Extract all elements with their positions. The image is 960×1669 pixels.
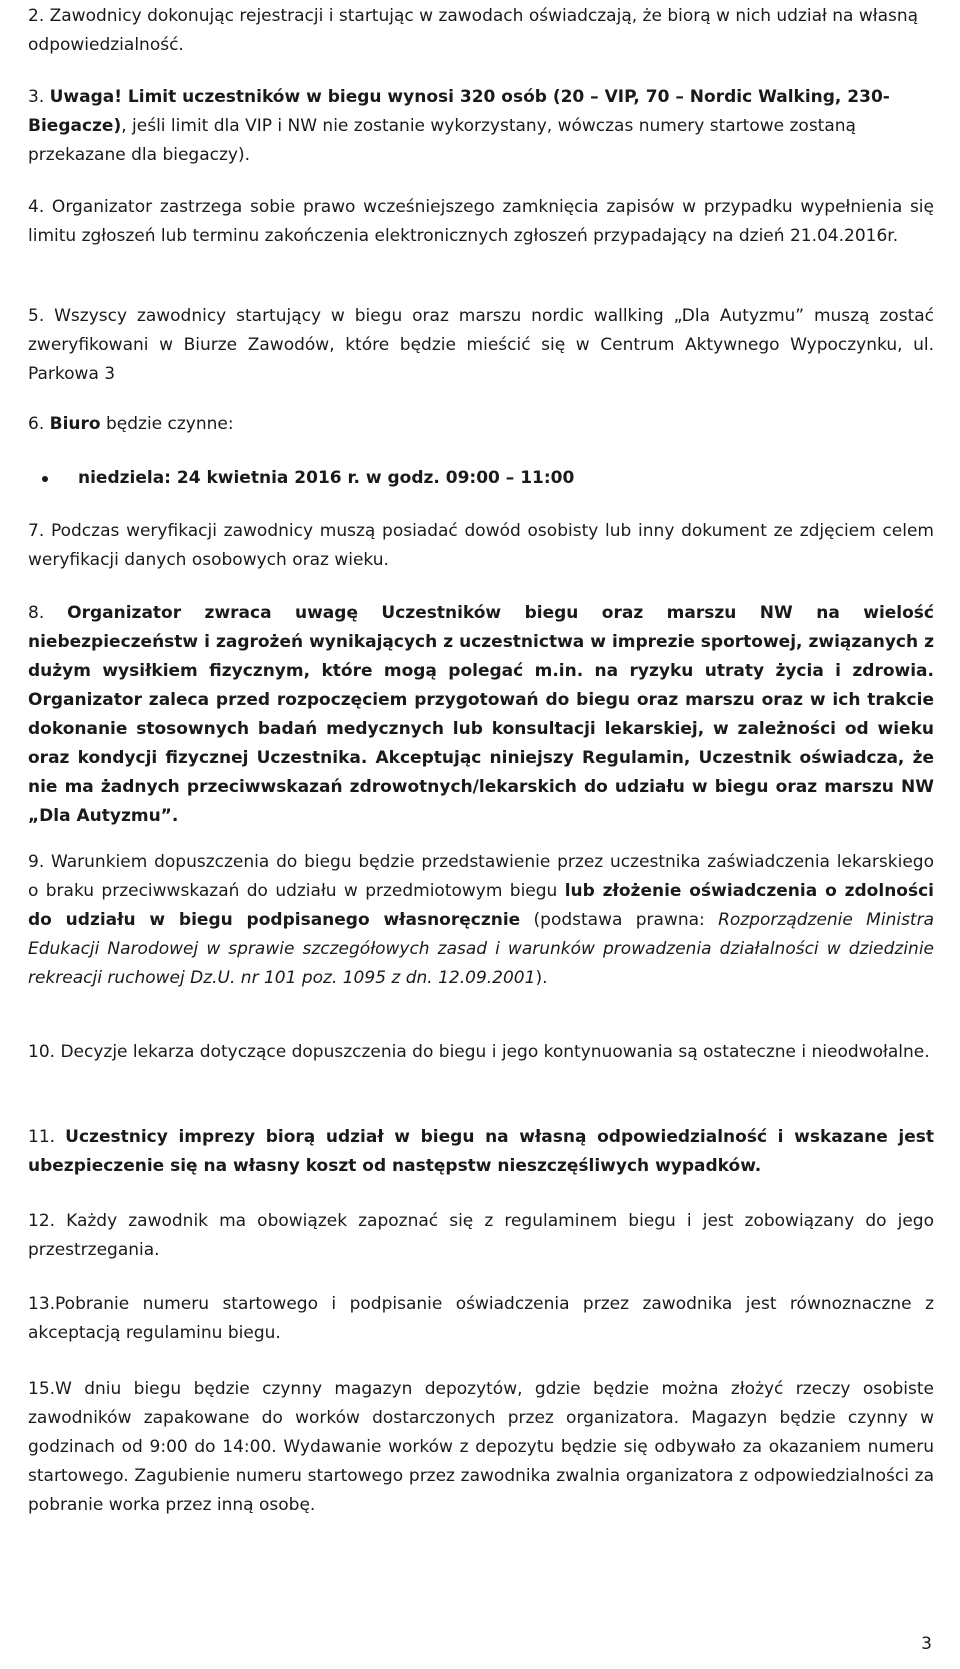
- rule-6-rest: będzie czynne:: [100, 414, 234, 434]
- rule-3-bold: Uwaga! Limit uczestników w biegu wynosi 320 osób (20 – VIP, 70 – Nordic Walking, 230- Biegacze): [28, 87, 890, 136]
- rule-11-number: 11.: [28, 1127, 66, 1147]
- rule-10: 10. Decyzje lekarza dotyczące dopuszczenia do biegu i jego kontynuowania są ostateczne i nieodwołalne.: [28, 1042, 930, 1062]
- rule-9-legal-basis: Rozporządzenie Ministra Edukacji Narodowej w sprawie szczegółowych zasad i warunków prowadzenia działalności w dziedzinie rekreacji ruchowej Dz.U. nr 101 poz. 1095 z dn. 12.09.2001: [28, 910, 935, 988]
- rule-8-bold: Organizator zwraca uwagę Uczestników biegu oraz marszu NW na wielość niebezpieczeństw i zagrożeń wynikających z uczestnictwa w imprezie sportowej, związanych z dużym wysiłkiem fizycznym, które mogą polegać m.in. na ryzyku utraty życia i zdrowia. Organizator zaleca przed rozpoczęciem przygotowań do biegu oraz marszu oraz w ich trakcie dokonanie stosownych badań medycznych lub konsultacji lekarskiej, w zależności od wieku oraz kondycji fizycznej Uczestnika. Akceptując niniejszy Regulamin, Uczestnik oświadcza, że nie ma żadnych przeciwwskazań zdrowotnych/lekarskich do udziału w biegu oraz marszu NW „Dla Autyzmu”.: [28, 603, 935, 826]
- rule-4: 4. Organizator zastrzega sobie prawo wcześniejszego zamknięcia zapisów w przypadku wypełnienia się limitu zgłoszeń lub terminu zakończenia elektronicznych zgłoszeń przypadający na dzień 21.04.2016r.: [28, 197, 934, 246]
- office-hours-text: niedziela: 24 kwietnia 2016 r. w godz. 09:00 – 11:00: [78, 468, 575, 488]
- rule-6: [28, 410, 934, 439]
- bullet-icon: [42, 476, 48, 482]
- rule-5: 5. Wszyscy zawodnicy startujący w biegu oraz marszu nordic wallking „Dla Autyzmu” muszą zostać zweryfikowani w Biurze Zawodów, które będzie mieścić się w Centrum Aktywnego Wypoczynku, ul. Parkowa 3: [28, 306, 934, 384]
- rule-9-bold: lub złożenie oświadczenia o zdolności do udziału w biegu podpisanego własnoręcznie: [28, 881, 934, 930]
- rule-3-number: 3.: [28, 87, 50, 107]
- rule-15: 15.W dniu biegu będzie czynny magazyn depozytów, gdzie będzie można złożyć rzeczy osobiste zawodników zapakowane do worków dostarczonych przez organizatora. Magazyn będzie czynny w godzinach od 9:00 do 14:00. Wydawanie worków z depozytu będzie się odbywało za okazaniem numeru startowego. Zagubienie numeru startowego przez zawodnika zwalnia organizatora z odpowiedzialności za pobranie worka przez inną osobę.: [28, 1379, 934, 1515]
- rule-11: [28, 1123, 934, 1181]
- rule-3: [28, 83, 934, 170]
- rule-2: 2. Zawodnicy dokonując rejestracji i startując w zawodach oświadczają, że biorą w nich udział na własną odpowiedzialność.: [28, 6, 919, 55]
- rule-9: [28, 848, 934, 993]
- office-hours-item: [28, 464, 934, 493]
- rule-9-end: ).: [535, 968, 548, 988]
- rule-6-bold: Biuro: [49, 414, 101, 434]
- rule-9-text: 9. Warunkiem dopuszczenia do biegu będzie przedstawienie przez uczestnika zaświadczenia lekarskiego o braku przeciwwskazań do udziału w przedmiotowym biegu: [28, 852, 934, 901]
- rule-13: 13.Pobranie numeru startowego i podpisanie oświadczenia przez zawodnika jest równoznaczne z akceptacją regulaminu biegu.: [28, 1294, 934, 1343]
- rule-7: 7. Podczas weryfikacji zawodnicy muszą posiadać dowód osobisty lub inny dokument ze zdjęciem celem weryfikacji danych osobowych oraz wieku.: [28, 521, 934, 570]
- rule-3-rest: , jeśli limit dla VIP i NW nie zostanie wykorzystany, wówczas numery startowe zostaną przekazane dla biegaczy).: [28, 116, 856, 165]
- rule-11-bold: Uczestnicy imprezy biorą udział w biegu na własną odpowiedzialność i wskazane jest ubezpieczenie się na własny koszt od następstw nieszczęśliwych wypadków.: [28, 1127, 934, 1176]
- rule-9-mid: (podstawa prawna:: [520, 910, 719, 930]
- rule-8: [28, 599, 934, 831]
- rule-6-number: 6.: [28, 414, 50, 434]
- page-number: 3: [921, 1634, 932, 1654]
- rule-12: 12. Każdy zawodnik ma obowiązek zapoznać się z regulaminem biegu i jest zobowiązany do jego przestrzegania.: [28, 1211, 934, 1260]
- rule-8-number: 8.: [28, 603, 68, 623]
